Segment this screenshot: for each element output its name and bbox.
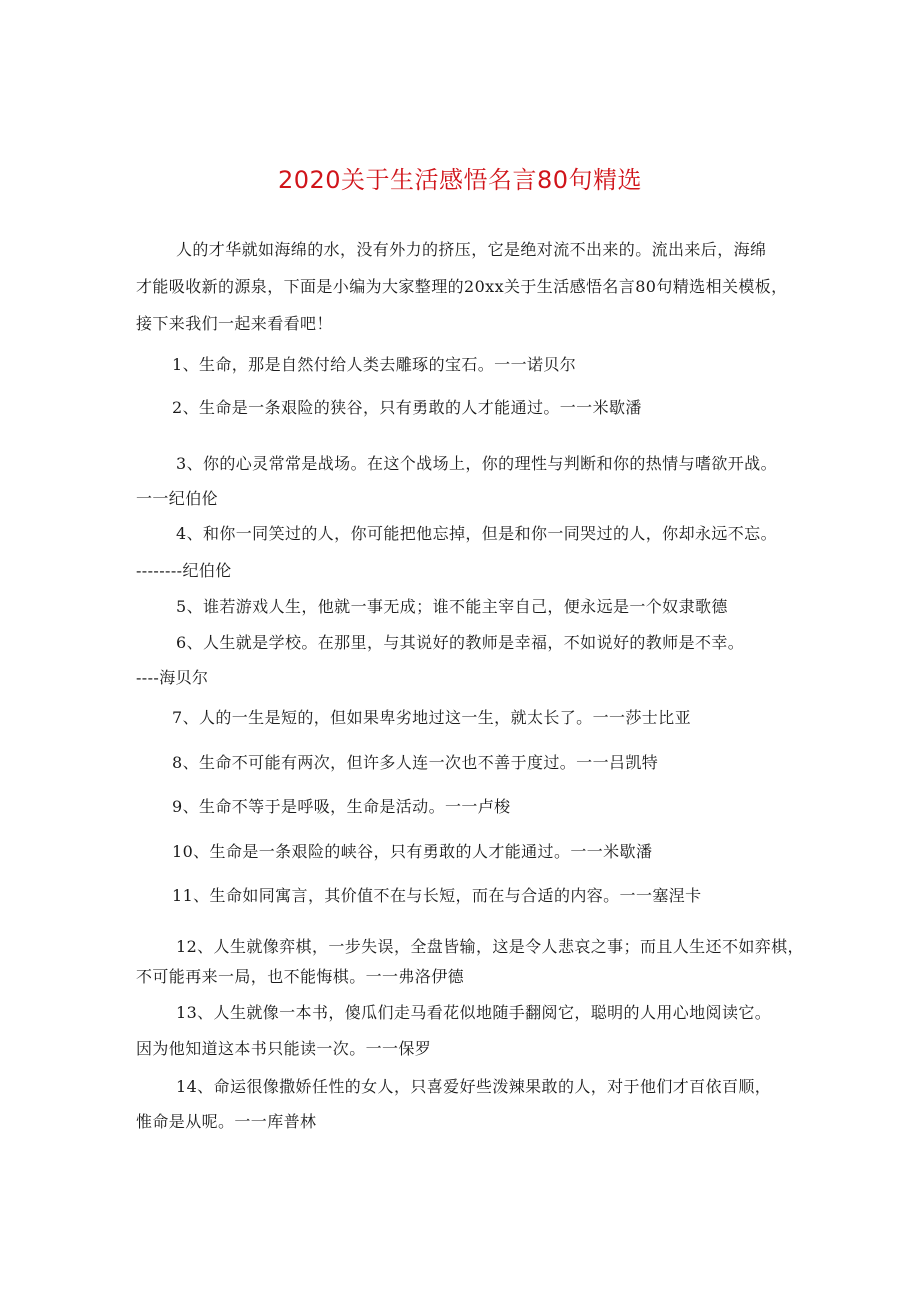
quote-5: 5、谁若游戏人生，他就一事无成；谁不能主宰自己，便永远是一个奴隶歌德	[176, 597, 728, 616]
quote-3: 3、你的心灵常常是战场。在这个战场上，你的理性与判断和你的热情与嗜欲开战。	[176, 454, 777, 473]
quote-2: 2、生命是一条艰险的狭谷，只有勇敢的人才能通过。一一米歇潘	[172, 398, 642, 417]
quote-12-continued: 不可能再来一局，也不能悔棋。一一弗洛伊德	[136, 967, 465, 986]
intro-line-1: 人的才华就如海绵的水，没有外力的挤压，它是绝对流不出来的。流出来后，海绵	[176, 240, 767, 259]
quote-3-author: 一一纪伯伦	[136, 489, 219, 508]
quote-1: 1、生命，那是自然付给人类去雕琢的宝石。一一诺贝尔	[172, 355, 577, 374]
intro-line-2: 才能吸收新的源泉，下面是小编为大家整理的20xx关于生活感悟名言80句精选相关模板，	[136, 277, 788, 296]
quote-14: 14、命运很像撒娇任性的女人，只喜爱好些泼辣果敢的人，对于他们才百依百顺，	[176, 1077, 772, 1096]
intro-line-3: 接下来我们一起来看看吧！	[136, 314, 333, 333]
quote-12: 12、人生就像弈棋，一步失误，全盘皆输，这是令人悲哀之事；而且人生还不如弈棋，	[176, 937, 804, 956]
quote-6-author: ----海贝尔	[136, 668, 209, 687]
quote-8: 8、生命不可能有两次，但许多人连一次也不善于度过。一一吕凯特	[172, 753, 659, 772]
quote-13: 13、人生就像一本书，傻瓜们走马看花似地随手翻阅它，聪明的人用心地阅读它。	[176, 1003, 772, 1022]
quote-11: 11、生命如同寓言，其价值不在与长短，而在与合适的内容。一一塞涅卡	[172, 886, 702, 905]
quote-10: 10、生命是一条艰险的峡谷，只有勇敢的人才能通过。一一米歇潘	[172, 842, 653, 861]
quote-9: 9、生命不等于是呼吸，生命是活动。一一卢梭	[172, 797, 511, 816]
quote-14-continued: 惟命是从呢。一一库普林	[136, 1112, 317, 1131]
quote-4-author: --------纪伯伦	[136, 561, 232, 580]
quote-13-continued: 因为他知道这本书只能读一次。一一保罗	[136, 1039, 432, 1058]
quote-4: 4、和你一同笑过的人，你可能把他忘掉，但是和你一同哭过的人，你却永远不忘。	[176, 524, 777, 543]
document-title: 2020关于生活感悟名言80句精选	[277, 166, 643, 194]
quote-7: 7、人的一生是短的，但如果卑劣地过这一生，就太长了。一一莎士比亚	[172, 708, 691, 727]
quote-6: 6、人生就是学校。在那里，与其说好的教师是幸福，不如说好的教师是不幸。	[176, 633, 745, 652]
